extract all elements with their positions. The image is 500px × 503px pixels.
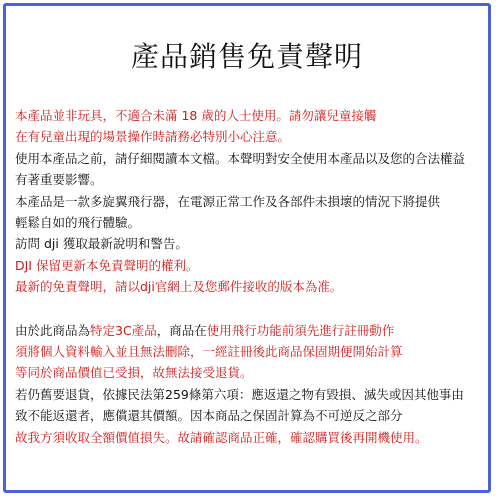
text-segment-highlight: 特定3C產品 [90, 322, 157, 338]
text-line: 本產品是一款多旋翼飛行器，在電源正常工作及各部件未損壞的情況下將提供 [15, 193, 441, 209]
disclaimer-body [15, 105, 484, 448]
text-line: 使用本產品之前，請仔細閱讀本文檔。本聲明對安全使用本產品以及您的合法權益 [15, 150, 466, 166]
text-line: 故我方須收取全額價值損失。故請確認商品正確，確認購買後再開機使用。 [15, 429, 428, 445]
text-segment-highlight: 故無法接受退貨。 [152, 365, 253, 381]
paragraph-return-policy [15, 320, 484, 448]
text-line: 致不能返還者，應償還其價額。因本商品之保固計算為不可逆反之部分 [15, 408, 403, 424]
text-line [15, 362, 484, 383]
text-segment: ，商品在 [156, 322, 207, 338]
text-line: 若仍舊要退貨，依據民法第259條第六項：應返還之物有毀損、滅失或因其他事由 [15, 386, 464, 402]
page-title: 產品銷售免責聲明 [130, 40, 363, 73]
text-line: 在有兒童出現的場景操作時請務必特別小心注意。 [15, 129, 291, 145]
paragraph-safety-notice [15, 105, 484, 298]
text-line: 最新的免責聲明，請以dji官網上及您郵件接收的版本為准。 [15, 279, 343, 295]
disclaimer-frame [3, 3, 491, 493]
text-line: 輕鬆自如的飛行體驗。 [15, 215, 141, 231]
text-line [15, 320, 484, 341]
text-segment: 由於此商品為 [15, 322, 91, 338]
text-line: 本產品並非玩具，不適合未滿 18 歲的人士使用。請勿讓兒童接觸 [15, 108, 377, 123]
text-line: 訪問 dji 獲取最新說明和警告。 [15, 236, 188, 252]
text-line: 須將個人資料輸入並且無法刪除，一經註冊後此商品保固期便開始計算 [15, 344, 403, 360]
paragraph-spacer [15, 298, 484, 320]
text-segment-highlight: 等同於商品價值已受損， [15, 365, 153, 381]
text-line: DJI 保留更新本免責聲明的權利。 [15, 257, 199, 273]
text-segment-highlight: 使用飛行功能前須先進行註冊動作 [206, 322, 395, 338]
text-line: 有著重要影響。 [15, 172, 103, 188]
